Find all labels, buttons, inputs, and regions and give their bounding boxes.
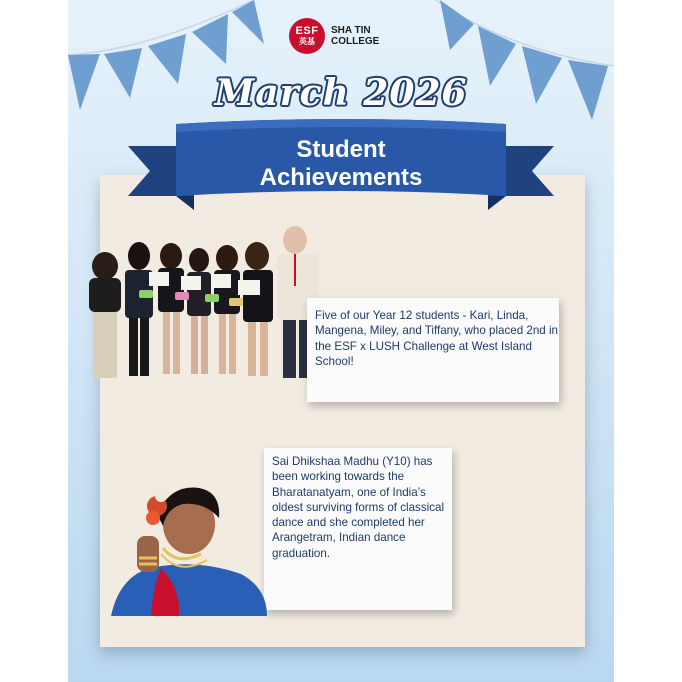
achievement-note-lush: Five of our Year 12 students - Kari, Linda, Mangena, Miley, and Tiffany, who placed 2nd in the ESF x LUSH Challenge at West Island School! <box>307 298 559 402</box>
dancer-photo <box>91 478 267 616</box>
logo-mark-text: ESF <box>295 25 319 37</box>
group-photo <box>83 222 341 380</box>
banner-title <box>128 136 554 192</box>
school-name-line1: SHA TIN <box>331 25 371 36</box>
month-title: March 2026 <box>214 72 468 114</box>
school-name-line2: COLLEGE <box>331 36 380 47</box>
school-logo <box>289 18 379 54</box>
achievement-note-dance: Sai Dhikshaa Madhu (Y10) has been working towards the Bharatanatyam, one of India’s oldest surviving forms of classical dance and she completed her Arangetram, Indian dance graduation. <box>264 448 452 610</box>
banner-line2: Achievements <box>259 164 423 191</box>
banner-line1: Student <box>296 136 386 163</box>
school-name <box>331 25 379 47</box>
poster <box>68 0 614 682</box>
esf-logo-mark <box>289 18 325 54</box>
logo-mark-chinese: 英基 <box>299 37 315 46</box>
